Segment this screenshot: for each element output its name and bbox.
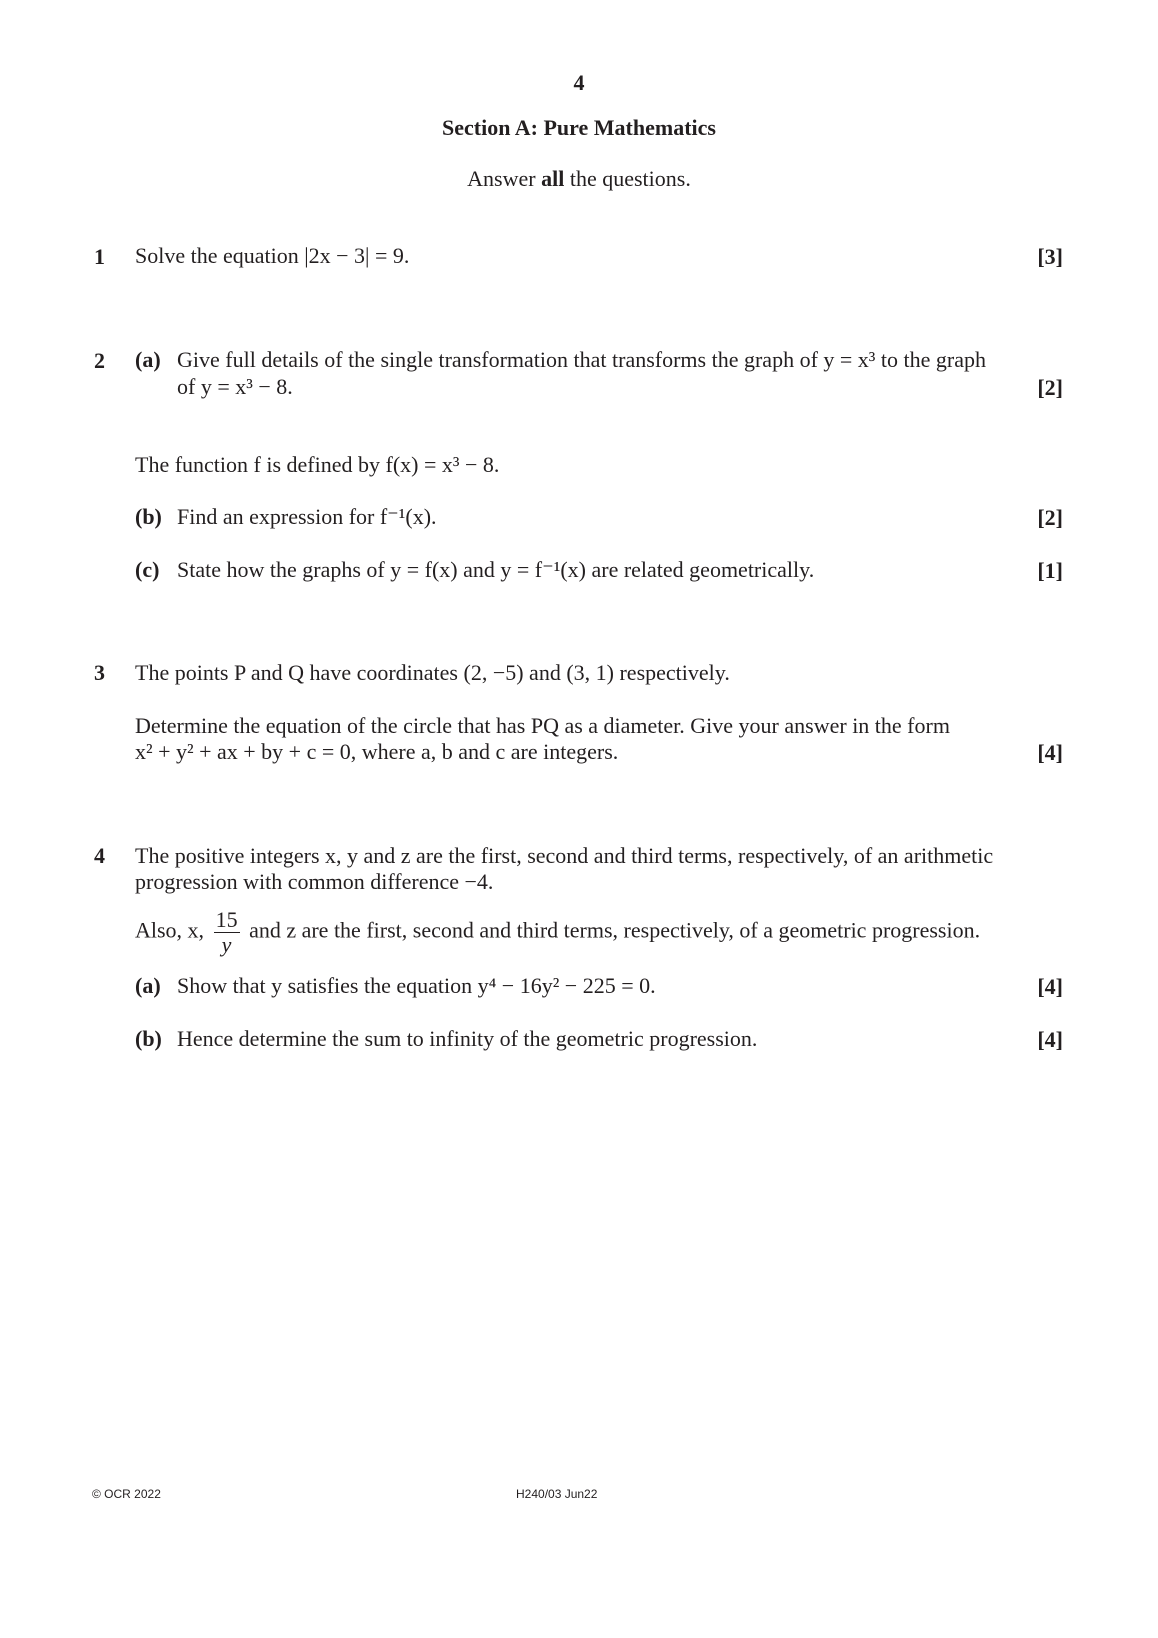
question-2-number: 2 — [94, 348, 105, 373]
instruction-bold: all — [541, 166, 565, 191]
footer-paper-code: H240/03 Jun22 — [516, 1487, 598, 1501]
instruction-pre: Answer — [467, 166, 536, 191]
question-2-stem: The function f is defined by f(x) = x³ − 8. — [135, 452, 500, 477]
question-4-line2: progression with common difference −4. — [135, 869, 494, 894]
fraction-15-over-y — [214, 908, 240, 957]
fraction-denominator: y — [221, 932, 232, 957]
section-title: Section A: Pure Mathematics — [442, 115, 716, 140]
question-3-number: 3 — [94, 660, 105, 685]
question-2c-text: State how the graphs of y = f(x) and y = f⁻¹(x) are related geometrically. — [177, 557, 815, 582]
question-2a-text-line2: of y = x³ − 8. — [177, 374, 293, 399]
question-4a-label: (a) — [135, 973, 161, 998]
question-2a-text-line1: Give full details of the single transformation that transforms the graph of y = x³ to the graph — [177, 347, 986, 372]
footer-copyright: © OCR 2022 — [92, 1487, 161, 1501]
question-4-also — [135, 908, 980, 957]
question-2c-mark: [1] — [1037, 558, 1063, 583]
question-4-line1: The positive integers x, y and z are the first, second and third terms, respectively, of an arithmetic — [135, 843, 994, 868]
question-2a-label: (a) — [135, 347, 161, 372]
question-1-text: Solve the equation |2x − 3| = 9. — [135, 243, 410, 268]
question-4-number: 4 — [94, 843, 105, 868]
question-2b-mark: [2] — [1037, 505, 1063, 530]
question-3-line1: The points P and Q have coordinates (2, −5) and (3, 1) respectively. — [135, 660, 730, 685]
question-1-number: 1 — [94, 244, 105, 269]
question-1-mark: [3] — [1037, 244, 1063, 269]
question-4a-mark: [4] — [1037, 974, 1063, 999]
question-4b-text: Hence determine the sum to infinity of the geometric progression. — [177, 1026, 758, 1051]
question-4-also-post: and z are the first, second and third terms, respectively, of a geometric progression. — [249, 917, 981, 943]
question-3-mark: [4] — [1037, 740, 1063, 765]
question-4a-text: Show that y satisfies the equation y⁴ − 16y² − 225 = 0. — [177, 973, 656, 998]
question-3-line3: x² + y² + ax + by + c = 0, where a, b and c are integers. — [135, 739, 619, 764]
question-4b-mark: [4] — [1037, 1027, 1063, 1052]
fraction-numerator: 15 — [215, 907, 238, 932]
question-4b-label: (b) — [135, 1026, 162, 1051]
question-2c-label: (c) — [135, 557, 160, 582]
question-3-line2: Determine the equation of the circle that has PQ as a diameter. Give your answer in the form — [135, 713, 950, 738]
question-2b-label: (b) — [135, 504, 162, 529]
question-4-also-pre: Also, x, — [135, 917, 205, 943]
instruction — [0, 166, 1158, 192]
question-2b-text: Find an expression for f⁻¹(x). — [177, 504, 437, 529]
question-2a-mark: [2] — [1037, 375, 1063, 400]
page-number: 4 — [573, 70, 585, 95]
instruction-post: the questions. — [569, 166, 691, 191]
